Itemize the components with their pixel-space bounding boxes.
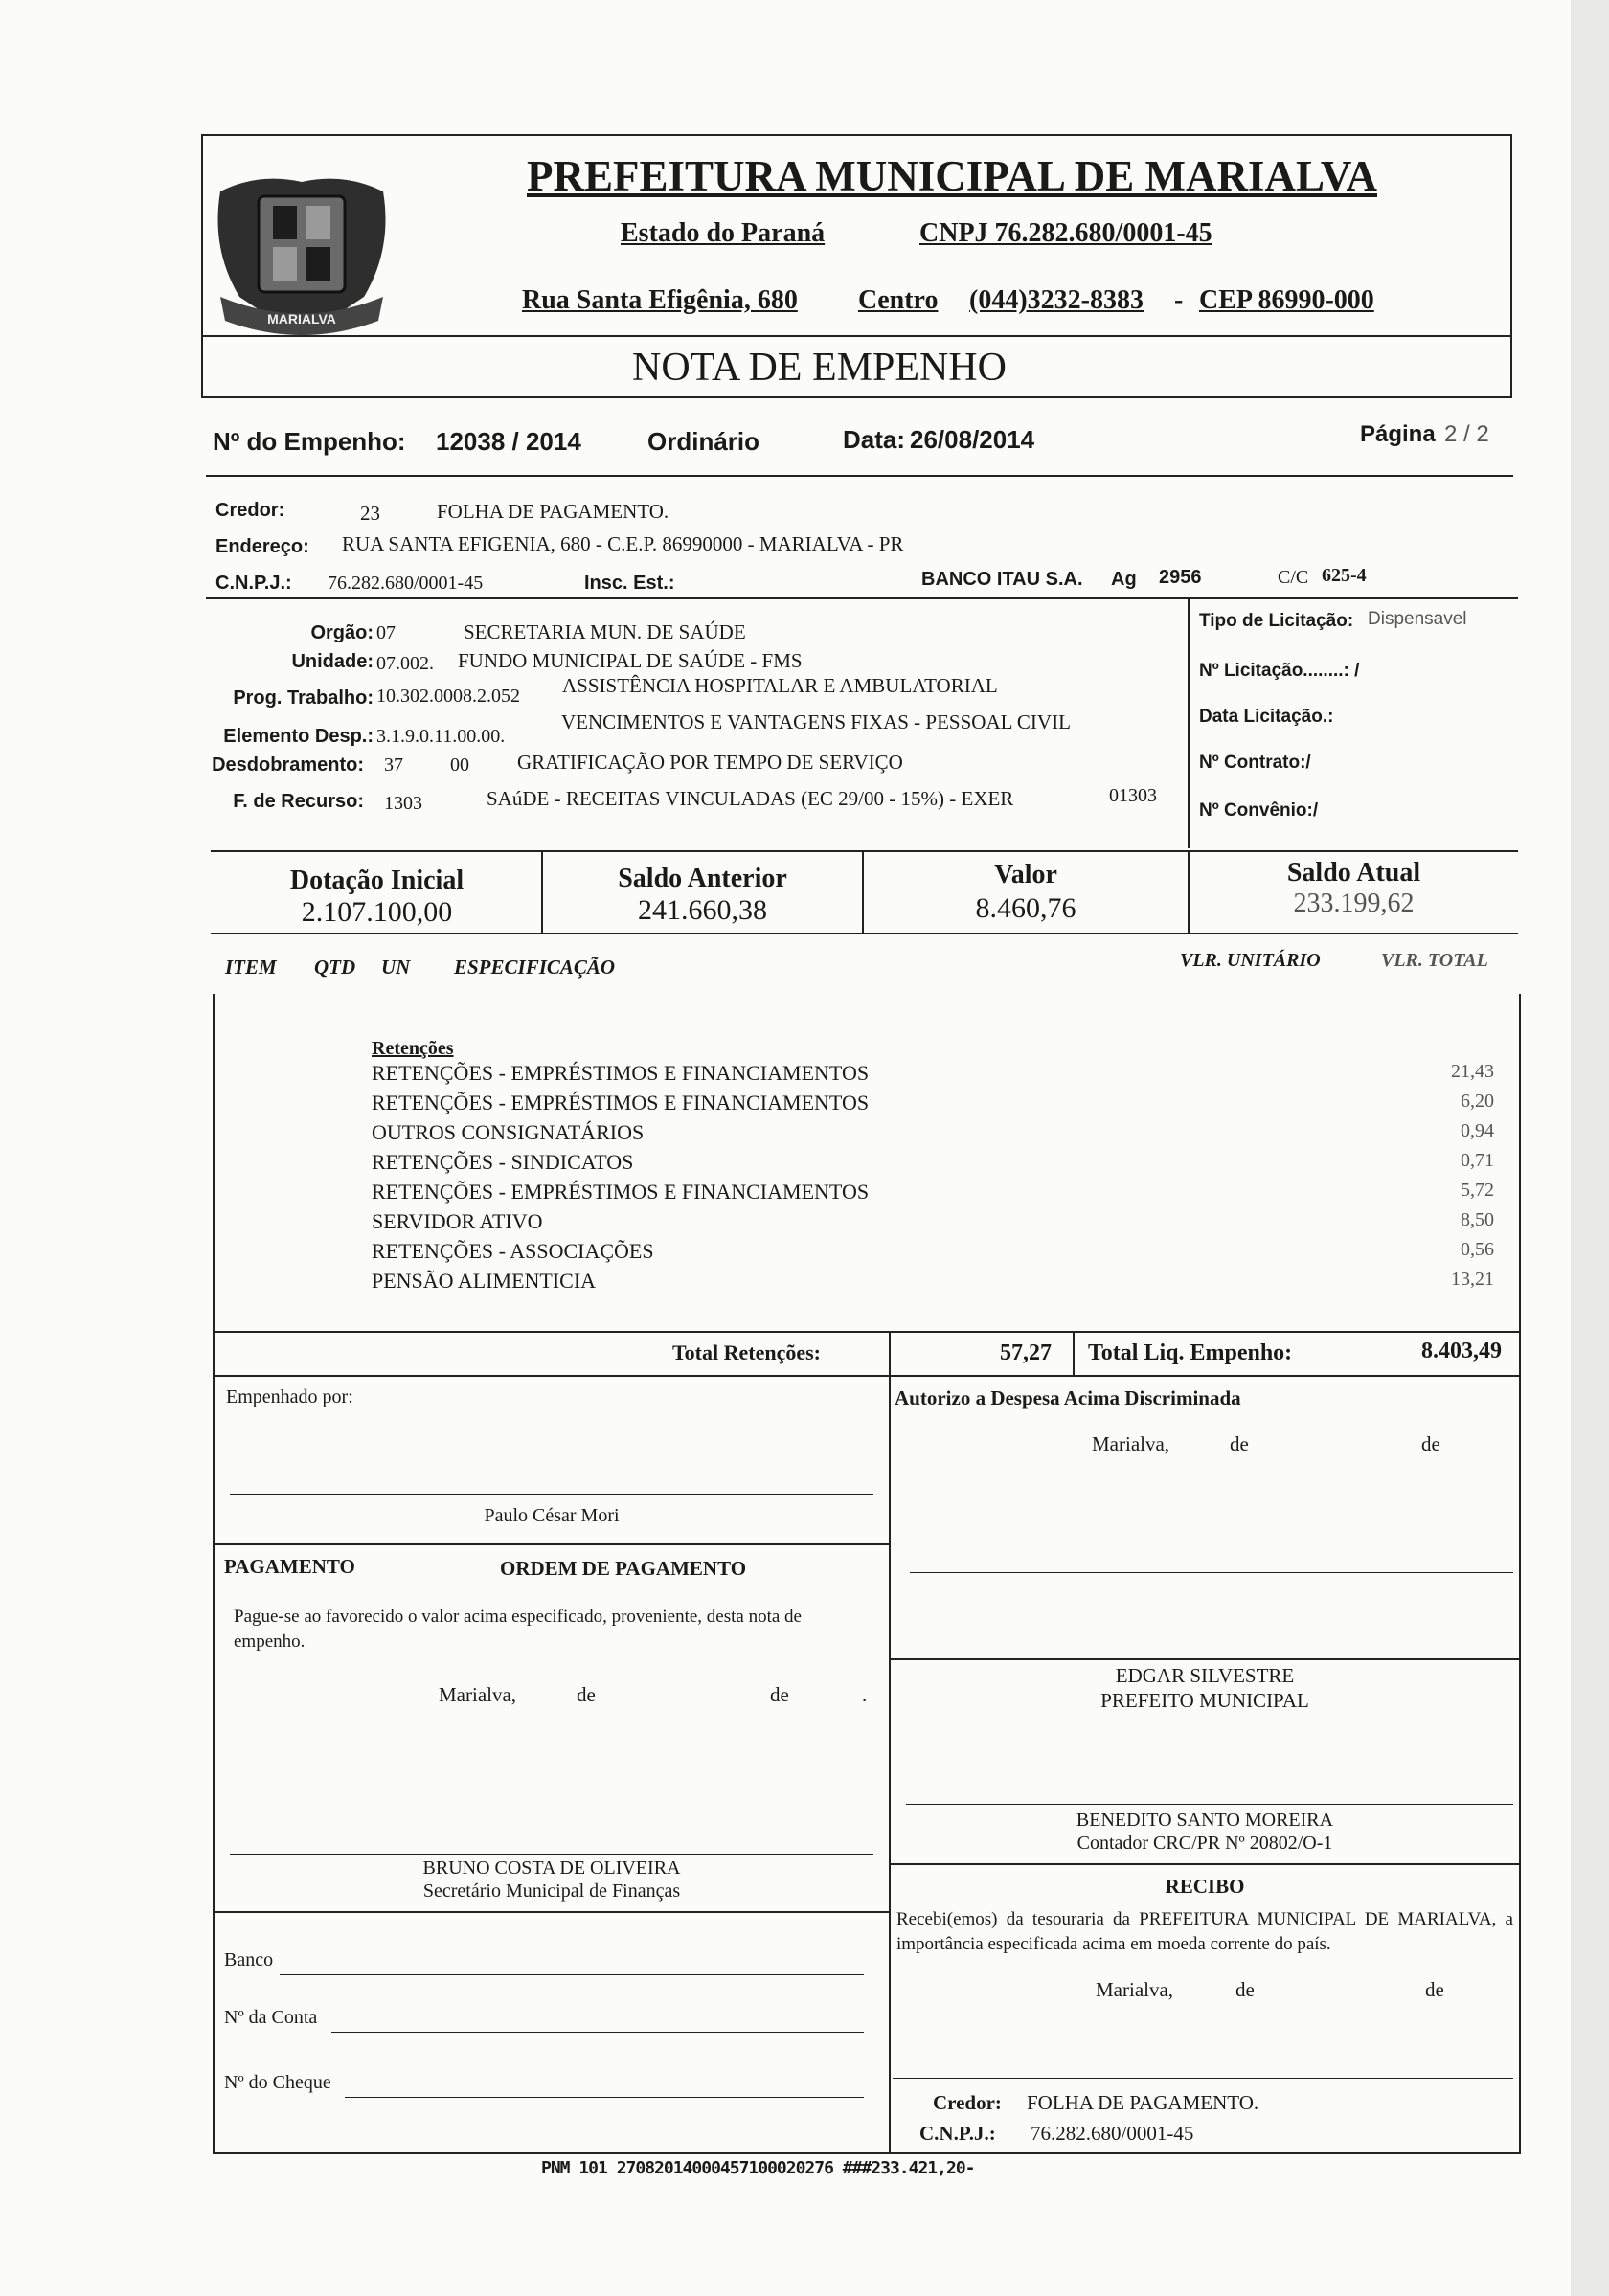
- empenhado-sign-line: [230, 1494, 873, 1495]
- conta-line: [331, 2032, 864, 2033]
- empenhado-label: Empenhado por:: [226, 1386, 353, 1407]
- prefeito-top-border: [889, 1658, 1521, 1660]
- desdobramento-code2: 00: [450, 754, 469, 776]
- svg-text:MARIALVA: MARIALVA: [267, 311, 336, 326]
- unidade-name: FUNDO MUNICIPAL DE SAÚDE - FMS: [458, 649, 803, 672]
- dotacao-inicial-value: 2.107.100,00: [301, 896, 453, 928]
- contrato-number: Nº Contrato:/: [1199, 753, 1311, 773]
- page-label: Página: [1360, 421, 1436, 447]
- retencao-value: 0,71: [1461, 1150, 1494, 1171]
- fonte-label: F. de Recurso:: [233, 791, 364, 812]
- elemento-label: Elemento Desp.:: [223, 726, 374, 747]
- col-item: ITEM: [225, 956, 277, 979]
- empenho-type: Ordinário: [647, 427, 760, 456]
- prog-name: ASSISTÊNCIA HOSPITALAR E AMBULATORIAL: [562, 674, 998, 697]
- pagamento-text: Pague-se ao favorecido o valor acima especificado, proveniente, desta nota de empenho.: [234, 1607, 802, 1652]
- retencao-desc: RETENÇÕES - EMPRÉSTIMOS E FINANCIAMENTOS: [372, 1180, 870, 1204]
- retencao-value: 6,20: [1461, 1091, 1494, 1112]
- totals-sep-2: [1073, 1331, 1075, 1375]
- saldo-atual-value: 233.199,62: [1293, 889, 1415, 918]
- header-district: Centro: [858, 285, 939, 315]
- recibo-de-1: de: [1235, 1978, 1255, 2001]
- document-title: NOTA DE EMPENHO: [632, 346, 1007, 390]
- page-number: 2 / 2: [1444, 421, 1489, 447]
- valor-label: Valor: [994, 860, 1057, 889]
- empenho-date-label: Data:: [843, 425, 906, 454]
- orgao-code: 07: [376, 622, 396, 643]
- autorizo-sign-line: [910, 1572, 1513, 1573]
- empenho-date: 26/08/2014: [910, 425, 1035, 454]
- licitacao-number: Nº Licitação........: /: [1199, 661, 1360, 681]
- valor-value: 8.460,76: [975, 892, 1076, 924]
- contador-role: Contador CRC/PR Nº 20802/O-1: [1076, 1833, 1333, 1854]
- orgao-name: SECRETARIA MUN. DE SAÚDE: [464, 620, 746, 643]
- autorizo-title: Autorizo a Despesa Acima Discriminada: [895, 1386, 1241, 1409]
- retencao-desc: SERVIDOR ATIVO: [372, 1209, 543, 1233]
- saldo-atual-label: Saldo Atual: [1286, 858, 1421, 888]
- autorizo-de-1: de: [1230, 1432, 1249, 1455]
- retencao-value: 5,72: [1461, 1180, 1494, 1201]
- banco-line: [280, 1974, 864, 1975]
- retencao-desc: RETENÇÕES - ASSOCIAÇÕES: [372, 1239, 654, 1263]
- col-especificacao: ESPECIFICAÇÃO: [454, 956, 616, 979]
- credor-code: 23: [360, 502, 380, 525]
- totals-top-border: [213, 1331, 1521, 1333]
- footer-code: PNM 101 27082014000457100020276 ###233.421,20-: [541, 2158, 975, 2178]
- conta-label: Nº da Conta: [224, 2007, 318, 2028]
- saldos-bottom-border: [211, 933, 1518, 934]
- address: RUA SANTA EFIGENIA, 680 - C.E.P. 86990000 - MARIALVA - PR: [342, 532, 904, 555]
- orgao-label: Orgão:: [310, 622, 374, 643]
- account-number: 625-4: [1322, 565, 1367, 586]
- autorizo-city: Marialva,: [1092, 1432, 1170, 1455]
- banco-label: Banco: [224, 1949, 274, 1970]
- retencao-desc: RETENÇÕES - EMPRÉSTIMOS E FINANCIAMENTOS: [372, 1091, 870, 1114]
- retencao-value: 0,56: [1461, 1239, 1494, 1260]
- contador-name: BENEDITO SANTO MOREIRA: [1076, 1810, 1334, 1831]
- bank-name: BANCO ITAU S.A.: [921, 569, 1083, 590]
- items-right-border: [1519, 994, 1521, 2152]
- pagamento-city: Marialva,: [439, 1683, 517, 1706]
- banco-top-border: [213, 1911, 889, 1913]
- prog-label: Prog. Trabalho:: [233, 687, 374, 709]
- fonte-code: 1303: [384, 793, 422, 814]
- total-retencoes-label: Total Retenções:: [672, 1340, 821, 1364]
- secretario-sign-line: [230, 1854, 873, 1855]
- autorizo-de-2: de: [1421, 1432, 1440, 1455]
- total-liquido-value: 8.403,49: [1421, 1339, 1502, 1363]
- header-title: PREFEITURA MUNICIPAL DE MARIALVA: [527, 152, 1378, 200]
- recibo-de-2: de: [1425, 1978, 1444, 2001]
- recibo-credor-label: Credor:: [933, 2091, 1002, 2114]
- recibo-cnpj-label: C.N.P.J.:: [919, 2122, 996, 2145]
- fonte-name: SAúDE - RECEITAS VINCULADAS (EC 29/00 - 15%) - EXER: [487, 787, 1014, 810]
- retencao-value: 8,50: [1461, 1209, 1494, 1230]
- unidade-label: Unidade:: [291, 651, 374, 672]
- pagamento-title: PAGAMENTO: [224, 1555, 355, 1578]
- total-liquido-label: Total Liq. Empenho:: [1088, 1340, 1293, 1365]
- empenho-number-label: Nº do Empenho:: [213, 427, 406, 456]
- header-street: Rua Santa Efigênia, 680: [522, 285, 798, 315]
- saldo-anterior-label: Saldo Anterior: [618, 864, 787, 893]
- saldos-top-border: [211, 850, 1518, 852]
- pagamento-de-1: de: [577, 1683, 596, 1706]
- tipo-licitacao: Dispensavel: [1368, 609, 1467, 629]
- pagamento-period: .: [862, 1683, 868, 1706]
- desdobramento-label: Desdobramento:: [212, 754, 364, 776]
- credor-label: Credor:: [215, 500, 285, 521]
- empenhado-name: Paulo César Mori: [484, 1505, 620, 1526]
- header-cnpj: CNPJ 76.282.680/0001-45: [919, 218, 1212, 248]
- signatures-middle-divider: [889, 1375, 891, 2152]
- prefeito-role: PREFEITO MUNICIPAL: [1100, 1689, 1309, 1712]
- secretario-role: Secretário Municipal de Finanças: [422, 1880, 681, 1902]
- address-label: Endereço:: [215, 536, 309, 557]
- col-un: UN: [381, 956, 411, 979]
- licitacao-divider: [1188, 597, 1190, 848]
- prog-code: 10.302.0008.2.052: [376, 686, 520, 707]
- empenhado-bottom-border: [213, 1543, 889, 1545]
- elemento-code: 3.1.9.0.11.00.00.: [376, 726, 506, 747]
- header-state: Estado do Paraná: [621, 218, 826, 248]
- recibo-text: Recebi(emos) da tesouraria da PREFEITURA MUNICIPAL DE MARIALVA, a importância especificada acima em moeda corrente do país.: [896, 1909, 1513, 1954]
- empenho-number: 12038 / 2014: [436, 427, 581, 456]
- desdobramento-name: GRATIFICAÇÃO POR TEMPO DE SERVIÇO: [517, 751, 903, 774]
- col-vlr-total: VLR. TOTAL: [1381, 950, 1488, 971]
- pagamento-de-2: de: [770, 1683, 789, 1706]
- fonte-code2: 01303: [1109, 785, 1157, 806]
- tipo-licitacao-label: Tipo de Licitação:: [1199, 611, 1354, 631]
- items-left-border: [213, 994, 215, 2152]
- retencao-desc: RETENÇÕES - EMPRÉSTIMOS E FINANCIAMENTOS: [372, 1061, 870, 1085]
- cnpj-label: C.N.P.J.:: [215, 573, 292, 594]
- retencao-value: 13,21: [1451, 1269, 1494, 1290]
- credor-divider: [206, 597, 1518, 599]
- secretario-name: BRUNO COSTA DE OLIVEIRA: [422, 1857, 681, 1879]
- recibo-city: Marialva,: [1096, 1978, 1174, 2001]
- recibo-top-border: [889, 1863, 1521, 1865]
- recibo-title: RECIBO: [1165, 1875, 1245, 1898]
- insc-est-label: Insc. Est.:: [584, 573, 675, 594]
- convenio-number: Nº Convênio:/: [1199, 800, 1319, 821]
- prefeito-name: EDGAR SILVESTRE: [1115, 1664, 1295, 1687]
- header-cep: CEP 86990-000: [1199, 285, 1374, 315]
- desdobramento-code1: 37: [384, 754, 403, 776]
- retencao-desc: RETENÇÕES - SINDICATOS: [372, 1150, 634, 1174]
- municipal-crest-icon: [201, 153, 402, 345]
- retencao-value: 0,94: [1461, 1120, 1494, 1141]
- retencao-desc: OUTROS CONSIGNATÁRIOS: [372, 1120, 645, 1144]
- totals-sep-1: [889, 1331, 891, 1375]
- header-dash: -: [1174, 285, 1184, 315]
- unidade-code: 07.002.: [376, 653, 434, 674]
- retencao-desc: PENSÃO ALIMENTICIA: [372, 1269, 597, 1293]
- recibo-sign-line: [893, 2078, 1513, 2079]
- account-label: C/C: [1278, 567, 1309, 588]
- col-qtd: QTD: [314, 956, 356, 979]
- dotacao-inicial-label: Dotação Inicial: [289, 866, 465, 895]
- header-phone: (044)3232-8383: [969, 285, 1144, 315]
- agency-label: Ag: [1111, 569, 1137, 590]
- totals-bottom-border: [213, 1375, 1521, 1377]
- recibo-credor: FOLHA DE PAGAMENTO.: [1027, 2091, 1259, 2114]
- recibo-cnpj: 76.282.680/0001-45: [1031, 2122, 1194, 2145]
- credor-name: FOLHA DE PAGAMENTO.: [437, 500, 669, 523]
- cheque-line: [345, 2097, 864, 2098]
- contador-sign-line: [906, 1804, 1513, 1805]
- licitacao-date: Data Licitação.:: [1199, 707, 1334, 727]
- col-vlr-unitario: VLR. UNITÁRIO: [1180, 950, 1321, 971]
- cheque-label: Nº do Cheque: [224, 2072, 331, 2093]
- retencao-value: 21,43: [1451, 1061, 1494, 1082]
- ordem-pagamento-title: ORDEM DE PAGAMENTO: [500, 1557, 747, 1580]
- credor-cnpj: 76.282.680/0001-45: [328, 573, 484, 594]
- retencoes-title: Retenções: [372, 1038, 454, 1059]
- elemento-name: VENCIMENTOS E VANTAGENS FIXAS - PESSOAL CIVIL: [561, 710, 1071, 733]
- saldo-anterior-value: 241.660,38: [638, 894, 767, 926]
- page-bottom-border: [213, 2152, 1521, 2154]
- agency-number: 2956: [1159, 567, 1202, 588]
- empenho-divider: [206, 475, 1513, 477]
- total-retencoes-value: 57,27: [1000, 1340, 1052, 1365]
